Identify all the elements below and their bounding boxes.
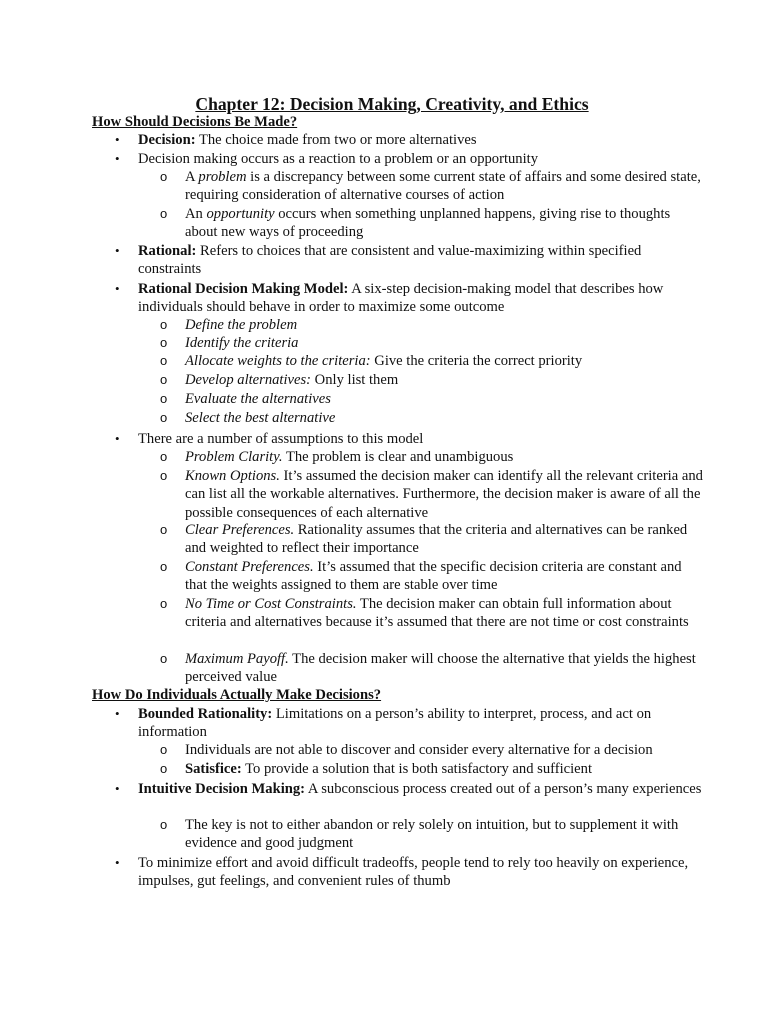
term-label: Intuitive Decision Making: bbox=[138, 781, 306, 797]
body-text: To minimize effort and avoid difficult tradeoffs, people tend to rely too heavily on experience, impulses, gut feelings, and convenient rules of thumb bbox=[138, 855, 689, 890]
sub-bullet-item bbox=[160, 371, 705, 389]
sub-bullet-icon: o bbox=[160, 206, 168, 221]
body-text: The problem is clear and unambiguous bbox=[282, 449, 514, 465]
sub-bullet-item bbox=[160, 409, 705, 427]
bullet-item bbox=[115, 131, 704, 149]
body-text: is a discrepancy between some current state of affairs and some desired state, requiring consideration of alternative courses of action bbox=[185, 169, 701, 204]
document-title: Chapter 12: Decision Making, Creativity, and Ethics bbox=[195, 94, 589, 114]
body-text: Limitations on a person’s ability to interpret, process, and act on information bbox=[138, 706, 652, 741]
sub-bullet-item bbox=[160, 390, 705, 408]
sub-bullet-icon: o bbox=[160, 596, 168, 611]
emphasis-text: Clear Preferences. bbox=[185, 522, 295, 538]
sub-bullet-icon: o bbox=[160, 651, 168, 666]
body-text: Rationality assumes that the criteria and alternatives can be ranked and weighted to reflect their importance bbox=[185, 522, 688, 557]
emphasis-text: Develop alternatives: bbox=[185, 372, 312, 388]
body-text: An bbox=[185, 206, 207, 222]
body-text: There are a number of assumptions to this model bbox=[138, 431, 424, 447]
sub-bullet-item bbox=[160, 334, 705, 352]
bullet-icon: • bbox=[115, 431, 120, 446]
bullet-item bbox=[115, 150, 704, 168]
bullet-icon: • bbox=[115, 132, 120, 147]
bullet-icon: • bbox=[115, 781, 120, 796]
sub-bullet-icon: o bbox=[160, 169, 168, 184]
term-label: Rational Decision Making Model: bbox=[138, 281, 349, 297]
bullet-icon: • bbox=[115, 706, 120, 721]
sub-bullet-item bbox=[160, 558, 705, 595]
sub-bullet-icon: o bbox=[160, 522, 168, 537]
sub-bullet-item bbox=[160, 650, 705, 687]
emphasis-text: Maximum Payoff. bbox=[185, 651, 289, 667]
body-text: Give the criteria the correct priority bbox=[370, 353, 583, 369]
sub-bullet-item bbox=[160, 316, 705, 334]
bullet-icon: • bbox=[115, 281, 120, 296]
emphasis-text: Known Options. bbox=[185, 468, 280, 484]
bullet-icon: • bbox=[115, 855, 120, 870]
bullet-icon: • bbox=[115, 243, 120, 258]
sub-bullet-item bbox=[160, 741, 705, 759]
body-text: Decision making occurs as a reaction to a problem or an opportunity bbox=[138, 151, 538, 167]
body-text: The choice made from two or more alternatives bbox=[195, 132, 477, 148]
body-text: It’s assumed that the specific decision criteria are constant and that the weights assigned to them are stable over time bbox=[185, 559, 682, 594]
bullet-item bbox=[115, 854, 704, 891]
sub-bullet-item bbox=[160, 168, 705, 205]
sub-bullet-icon: o bbox=[160, 559, 168, 574]
emphasis-text: Problem Clarity. bbox=[185, 449, 283, 465]
sub-bullet-item bbox=[160, 205, 705, 242]
emphasis-text: Evaluate the alternatives bbox=[185, 391, 331, 407]
term-label: Satisfice: bbox=[185, 761, 242, 777]
body-text: The key is not to either abandon or rely solely on intuition, but to supplement it with evidence and good judgment bbox=[185, 817, 679, 852]
sub-bullet-icon: o bbox=[160, 410, 168, 425]
bullet-item bbox=[115, 780, 704, 798]
sub-bullet-item bbox=[160, 816, 705, 853]
emphasis-text: Select the best alternative bbox=[185, 410, 336, 426]
emphasis-text: Constant Preferences. bbox=[185, 559, 314, 575]
sub-bullet-icon: o bbox=[160, 468, 168, 483]
sub-bullet-item bbox=[160, 521, 705, 558]
section-heading: How Should Decisions Be Made? bbox=[92, 114, 298, 130]
sub-bullet-icon: o bbox=[160, 742, 168, 757]
sub-bullet-item bbox=[160, 760, 705, 778]
emphasis-text: Allocate weights to the criteria: bbox=[185, 353, 371, 369]
body-text: occurs when something unplanned happens, giving rise to thoughts about new ways of proceeding bbox=[185, 206, 671, 241]
emphasis-text: problem bbox=[198, 169, 247, 185]
body-text: Individuals are not able to discover and consider every alternative for a decision bbox=[185, 742, 653, 758]
sub-bullet-item bbox=[160, 448, 705, 466]
body-text: Refers to choices that are consistent and value-maximizing within specified constraints bbox=[138, 243, 642, 278]
bullet-item bbox=[115, 705, 704, 742]
bullet-item bbox=[115, 430, 704, 448]
emphasis-text: Define the problem bbox=[185, 317, 298, 333]
sub-bullet-icon: o bbox=[160, 449, 168, 464]
sub-bullet-icon: o bbox=[160, 317, 168, 332]
sub-bullet-item bbox=[160, 595, 705, 632]
section-heading: How Do Individuals Actually Make Decisions? bbox=[92, 687, 382, 703]
term-label: Bounded Rationality: bbox=[138, 706, 273, 722]
sub-bullet-icon: o bbox=[160, 372, 168, 387]
body-text: Only list them bbox=[311, 372, 399, 388]
body-text: It’s assumed the decision maker can identify all the relevant criteria and can list all the workable alternatives. Furthermore, the decision maker is aware of all the possible consequences of each alternative bbox=[185, 468, 703, 521]
sub-bullet-icon: o bbox=[160, 391, 168, 406]
body-text: A subconscious process created out of a person’s many experiences bbox=[305, 781, 702, 797]
sub-bullet-icon: o bbox=[160, 761, 168, 776]
term-label: Rational: bbox=[138, 243, 197, 259]
emphasis-text: No Time or Cost Constraints. bbox=[185, 596, 357, 612]
term-label: Decision: bbox=[138, 132, 196, 148]
body-text: A bbox=[185, 169, 199, 185]
emphasis-text: Identify the criteria bbox=[185, 335, 299, 351]
sub-bullet-item bbox=[160, 467, 705, 522]
body-text: To provide a solution that is both satisfactory and sufficient bbox=[241, 761, 592, 777]
emphasis-text: opportunity bbox=[206, 206, 275, 222]
body-text: The decision maker will choose the alternative that yields the highest perceived value bbox=[185, 651, 696, 686]
sub-bullet-icon: o bbox=[160, 335, 168, 350]
body-text: A six-step decision-making model that describes how individuals should behave in order to maximize some outcome bbox=[138, 281, 664, 316]
bullet-item bbox=[115, 242, 704, 279]
sub-bullet-item bbox=[160, 352, 705, 370]
bullet-icon: • bbox=[115, 151, 120, 166]
sub-bullet-icon: o bbox=[160, 817, 168, 832]
bullet-item bbox=[115, 280, 704, 317]
body-text: The decision maker can obtain full information about criteria and alternatives because it’s assumed that there are not time or cost constraints bbox=[185, 596, 689, 631]
sub-bullet-icon: o bbox=[160, 353, 168, 368]
